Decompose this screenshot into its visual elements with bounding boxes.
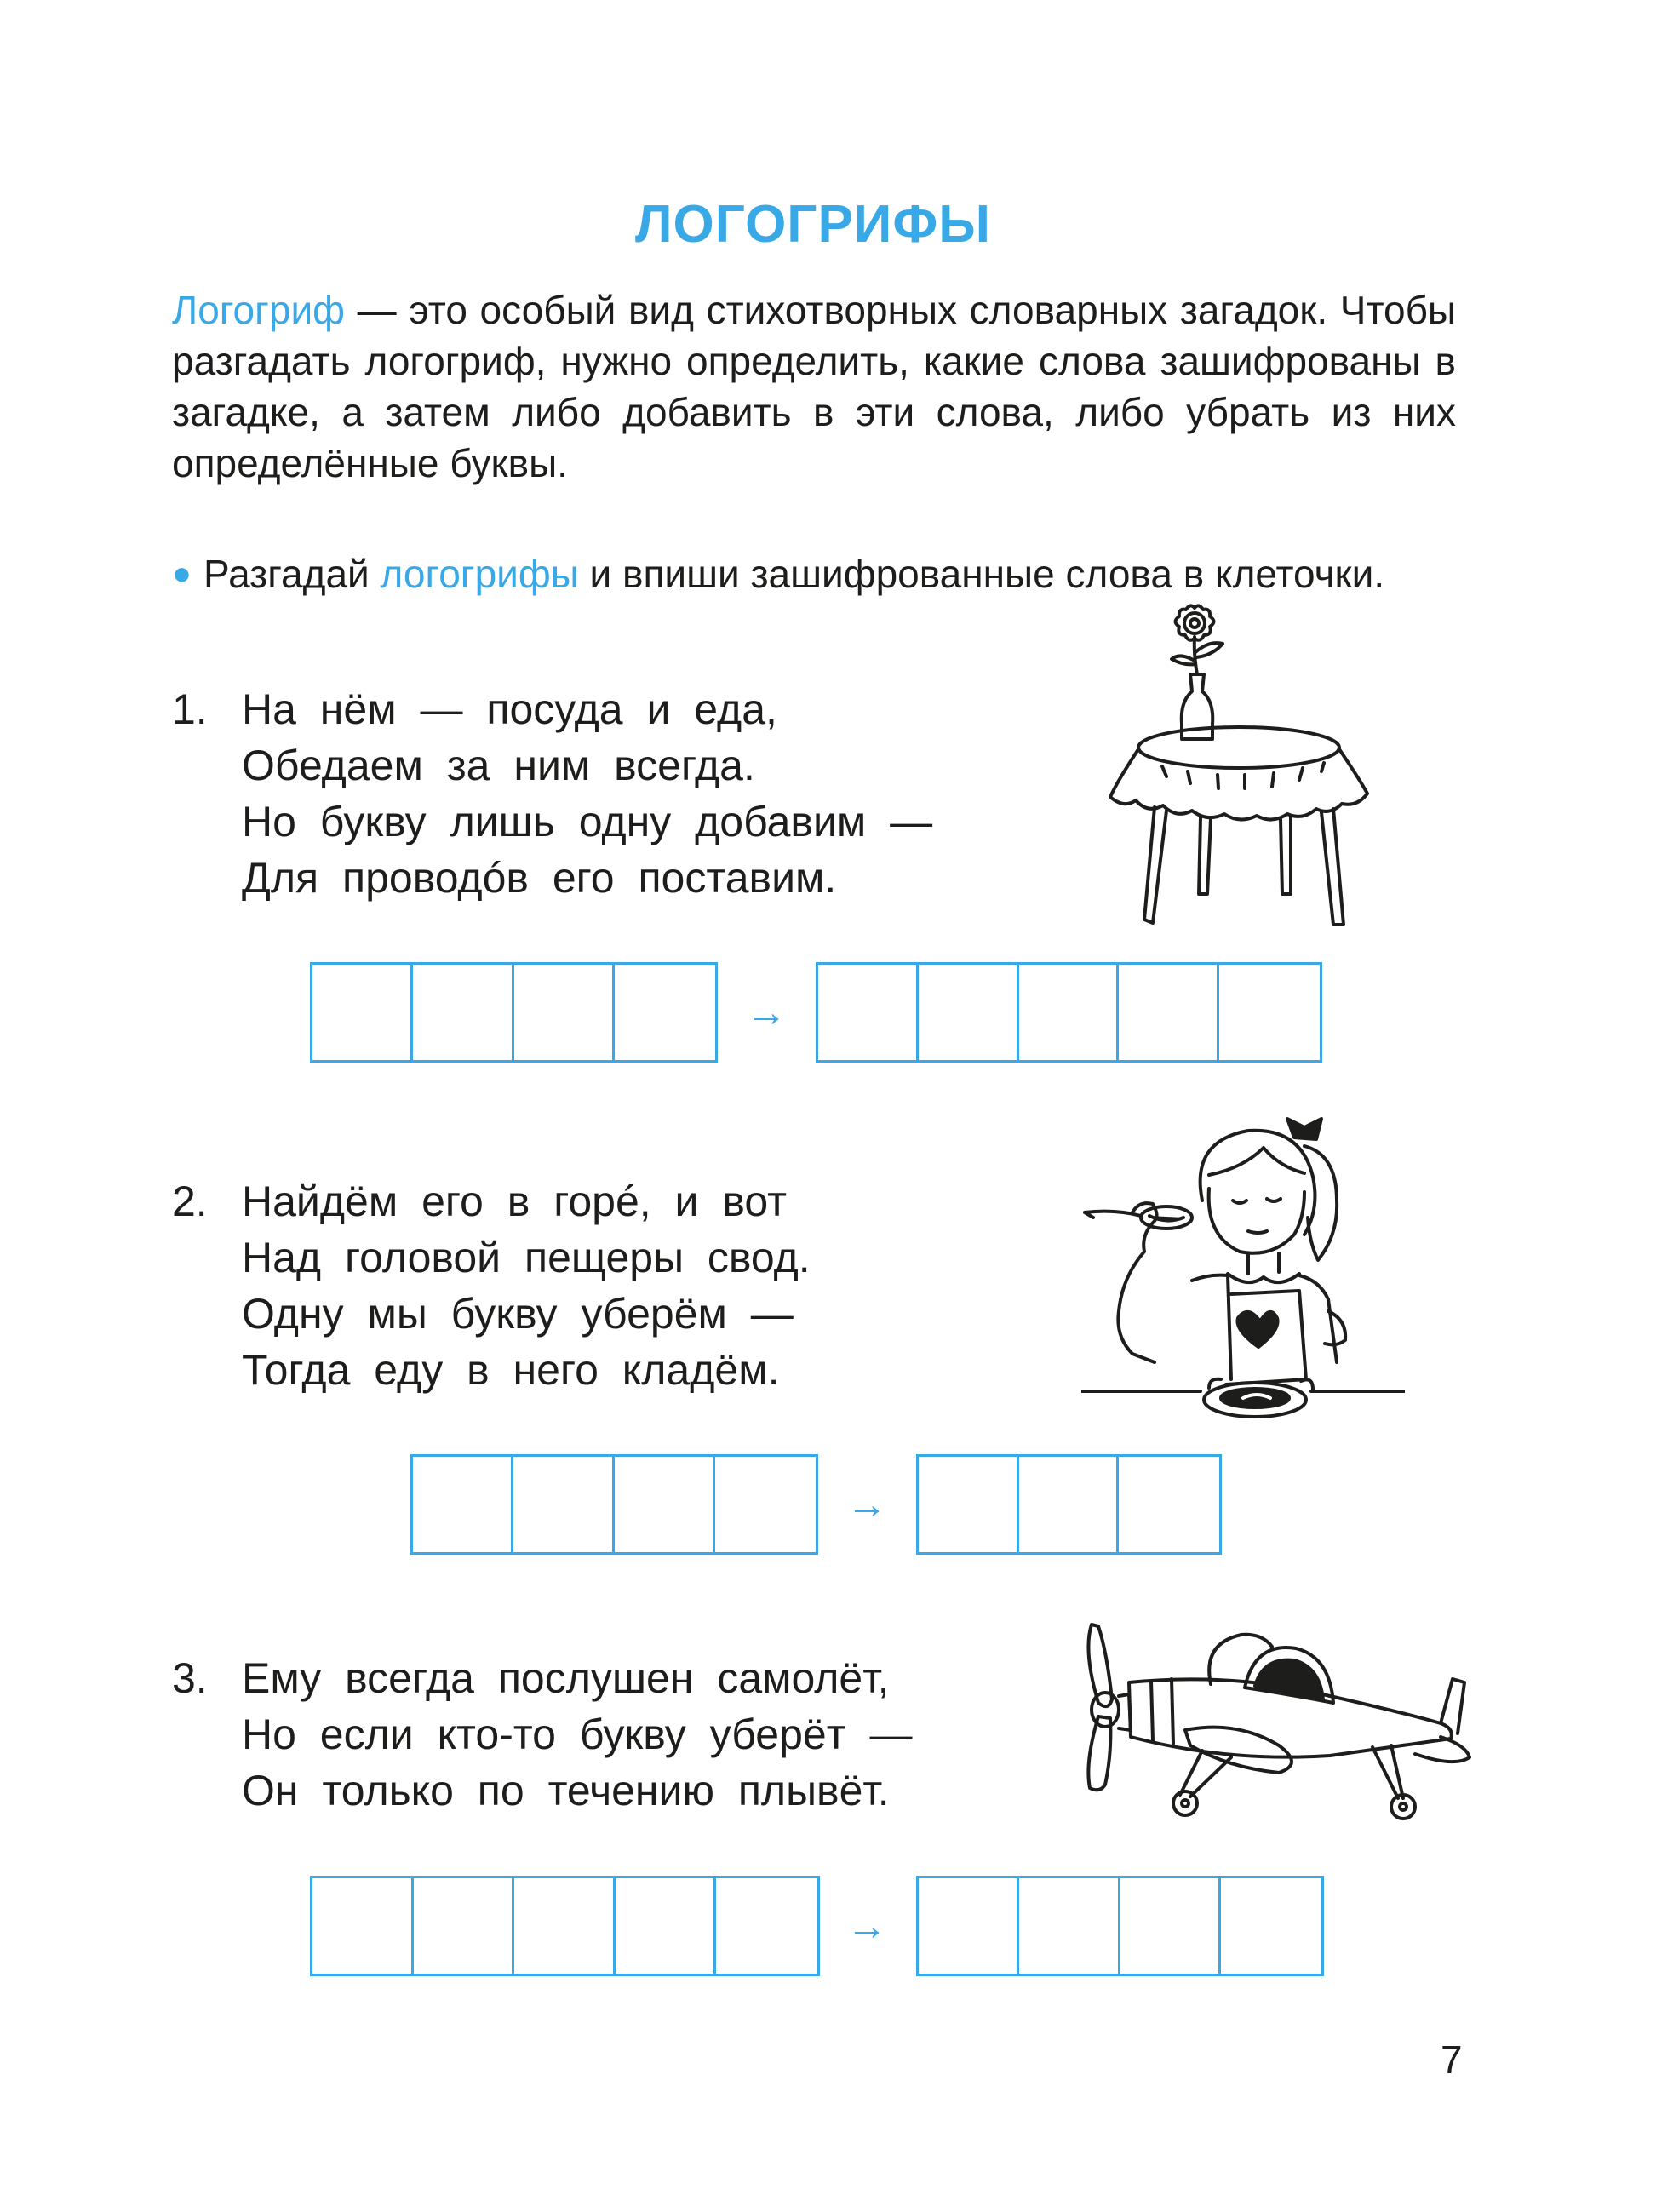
answer-cell[interactable]: [1221, 1878, 1321, 1974]
answer-cells-2b[interactable]: [916, 1454, 1222, 1555]
page-title: ЛОГОГРИФЫ: [635, 195, 991, 254]
girl-tasting-illustration: [1081, 1107, 1405, 1430]
table-illustration: [1098, 596, 1388, 937]
answer-cell[interactable]: [818, 965, 919, 1060]
arrow-icon: →: [846, 1904, 887, 1949]
riddle-line: Тогда еду в него кладём.: [242, 1346, 780, 1394]
task-text-before: Разгадай: [203, 552, 381, 596]
answer-cells-2a[interactable]: [410, 1454, 818, 1555]
page-number: 7: [1441, 2037, 1463, 2082]
airplane-illustration: [1074, 1618, 1475, 1839]
answer-cell[interactable]: [1119, 965, 1219, 1060]
answer-cell[interactable]: [615, 1457, 715, 1552]
answer-cell[interactable]: [514, 965, 615, 1060]
bullet-icon: ●: [172, 556, 192, 592]
riddle-number: 3.: [172, 1654, 208, 1702]
answer-cell[interactable]: [413, 1457, 513, 1552]
answer-cell[interactable]: [1019, 965, 1120, 1060]
answer-cell[interactable]: [1019, 1457, 1120, 1552]
riddle-line: Одну мы букву уберём —: [242, 1290, 794, 1338]
riddle-line: На нём — посуда и еда,: [242, 685, 777, 733]
answer-cell[interactable]: [312, 1878, 414, 1974]
answer-cell[interactable]: [919, 1878, 1019, 1974]
riddle-line: Обедаем за ним всегда.: [242, 742, 755, 789]
answer-cell[interactable]: [615, 965, 715, 1060]
answer-cell[interactable]: [919, 965, 1019, 1060]
riddle-line: Над головой пещеры свод.: [242, 1234, 811, 1281]
answer-cells-1a[interactable]: [310, 962, 718, 1063]
task-instruction: [172, 548, 1456, 599]
answer-cell[interactable]: [413, 965, 513, 1060]
riddle-number: 1.: [172, 685, 208, 733]
answer-cell[interactable]: [616, 1878, 717, 1974]
answer-cells-1b[interactable]: [816, 962, 1322, 1063]
answer-cell[interactable]: [1120, 1878, 1221, 1974]
task-term: логогрифы: [380, 552, 579, 596]
answer-cell[interactable]: [919, 1457, 1019, 1552]
task-text-after: и впиши зашифрованные слова в клеточки.: [578, 552, 1385, 596]
answer-cell[interactable]: [312, 965, 413, 1060]
answer-cell[interactable]: [1019, 1878, 1120, 1974]
answer-cell[interactable]: [1119, 1457, 1219, 1552]
riddle-number: 2.: [172, 1178, 208, 1225]
riddle-line: Он только по течению плывёт.: [242, 1767, 890, 1814]
riddle-line: Найдём его в горé, и вот: [242, 1178, 787, 1225]
riddle-line: Для проводóв его поставим.: [242, 854, 837, 902]
answer-cells-3b[interactable]: [916, 1876, 1324, 1976]
intro-term: Логогриф: [172, 288, 346, 332]
intro-paragraph: [172, 284, 1456, 489]
answer-cell[interactable]: [1219, 965, 1320, 1060]
answer-cell[interactable]: [716, 1878, 817, 1974]
arrow-icon: →: [746, 990, 787, 1035]
answer-cell[interactable]: [414, 1878, 515, 1974]
answer-cells-3a[interactable]: [310, 1876, 820, 1976]
riddle-line: Но если кто-то букву уберёт —: [242, 1711, 913, 1758]
arrow-icon: →: [846, 1482, 887, 1527]
answer-cell[interactable]: [513, 1457, 614, 1552]
riddle-line: Но букву лишь одну добавим —: [242, 798, 933, 845]
intro-text: — это особый вид стихотворных словарных загадок. Чтобы разгадать логогриф, нужно определить, какие слова зашифрованы в загадке, а затем либо добавить в эти слова, либо убрать из них определённые буквы.: [172, 288, 1456, 485]
answer-cell[interactable]: [514, 1878, 616, 1974]
answer-cell[interactable]: [715, 1457, 816, 1552]
riddle-line: Ему всегда послушен самолёт,: [242, 1654, 890, 1702]
